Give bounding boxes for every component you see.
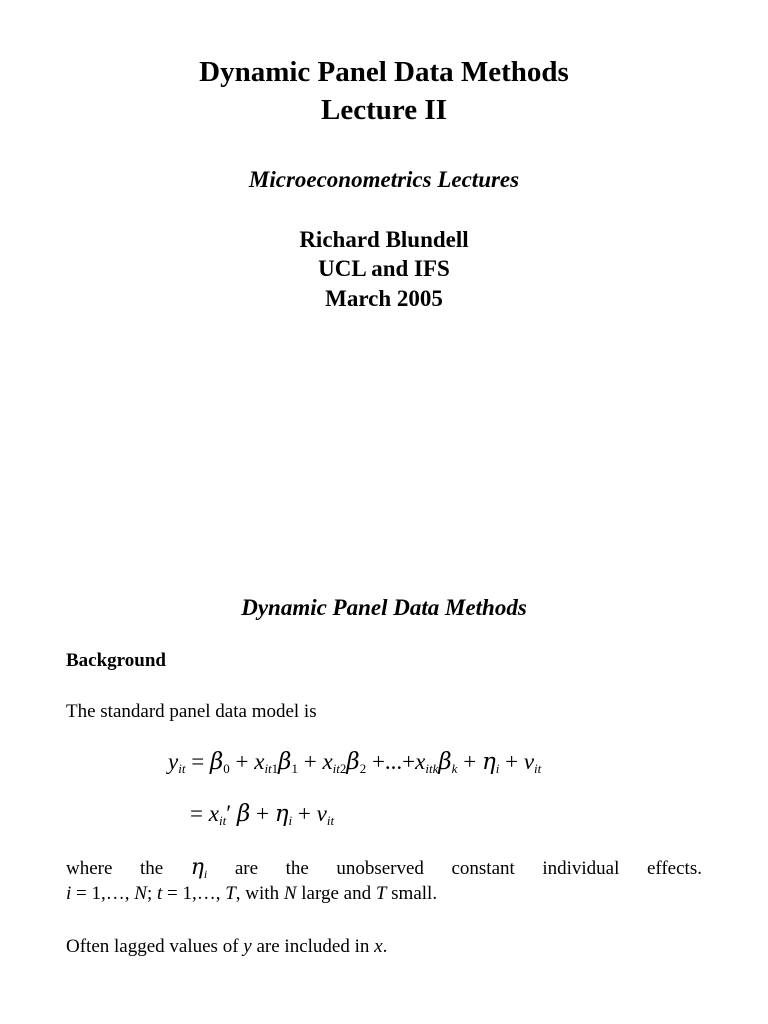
effects-description: where the $\eta_i$ are the unobserved constant individual effects. — [66, 855, 702, 881]
model-equation-line2: = $x_{it}'$ $\beta + \eta_i + v_{it}$ — [190, 801, 335, 828]
author-name: Richard Blundell — [299, 227, 469, 252]
lecture-date: March 2005 — [325, 286, 443, 311]
section-heading: Background — [66, 650, 166, 671]
lagged-values-note: Often lagged values of y are included in x. — [66, 936, 388, 957]
lecture-series: Microeconometrics Lectures — [248, 167, 520, 192]
index-ranges: i = 1,…, N; t = 1,…, T, with N large and T small. — [66, 883, 438, 904]
intro-text: The standard panel data model is — [66, 701, 317, 722]
section-title: Dynamic Panel Data Methods — [241, 595, 527, 620]
author-affiliation: UCL and IFS — [318, 256, 450, 281]
lecture-title: Dynamic Panel Data Methods — [199, 56, 569, 88]
lecture-number: Lecture II — [321, 94, 447, 126]
model-equation-line1: $y_{it} = \beta_0 + x_{it1}\beta_1 + x_{it2}\beta_2 +...+x_{itk}\beta_k + \eta_i + v_{it}$ — [168, 749, 542, 776]
